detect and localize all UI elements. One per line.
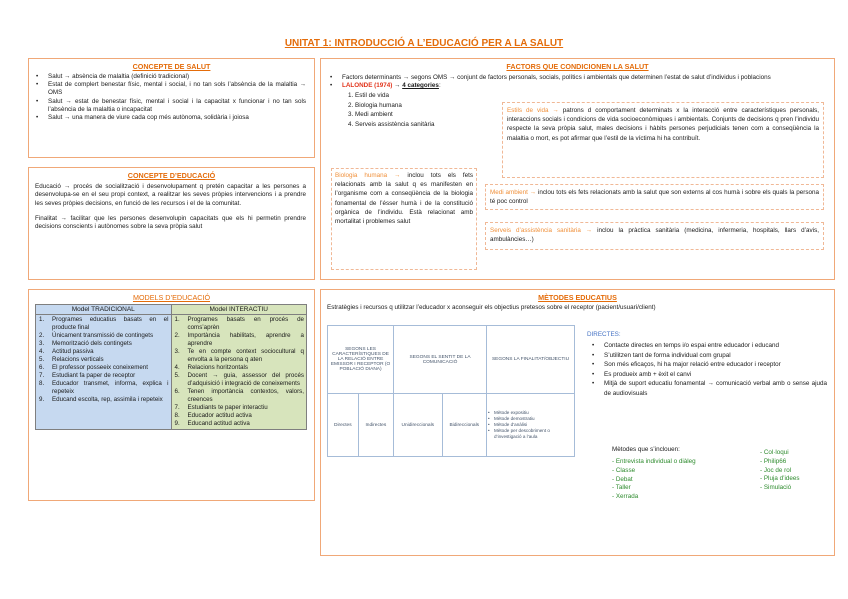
biologia-humana-box: [331, 168, 477, 270]
list-item: 7. Estudiant fa paper de receptor: [39, 372, 136, 379]
list-item: 5. Docent → guia, assessor del procés d’adquisició i integració de coneixements: [174, 372, 304, 387]
medi-ambient-text: inclou tots els fets relacionats amb la salut que son externs al cos humà i sobre els quals la persona té poc control: [490, 189, 819, 206]
table-header-finalitat: SEGONS LA FINALITAT/OBJECTIU: [487, 326, 575, 394]
medi-ambient-title: Medi ambient →: [490, 189, 537, 196]
medi-ambient-box: [485, 184, 824, 210]
list-item: • Mètode d’anàlisi: [488, 422, 573, 428]
metodes-intro: Estratègies i recursos q utilitzar l’educador x aconseguir els objectius pretesos sobre el receptor (pacient/usuari/client): [327, 304, 656, 311]
concepte-salut-list: [33, 73, 306, 122]
metodes-heading: MÈTODES EDUCATIUS: [538, 293, 617, 302]
lalonde-item: [327, 82, 828, 90]
table-header-sentit: SEGONS EL SENTIT DE LA COMUNICACIÓ: [394, 326, 487, 394]
lalonde-arrow: →: [392, 82, 403, 90]
interactiu-list: [174, 316, 305, 428]
lalonde-colon: :: [438, 82, 441, 90]
list-item: • Contacte directes en temps i/o espai entre educador i educand: [589, 341, 827, 351]
list-item: 2. Únicament transmissió de contingets: [39, 332, 154, 339]
list-item: • Son més eficaços, hi ha major relació entre educador i receptor: [589, 360, 827, 370]
page-title: UNITAT 1: INTRODUCCIÓ A L’EDUCACIÓ PER A LA SALUT: [284, 38, 564, 49]
list-item: 1. Programes educatius basats en el producte final: [39, 316, 169, 331]
educacio-finalitat: Finalitat → facilitar que les persones desenvolupin capacitats que els hi permetin prendre decisions conscients i autònomes sobre la seva pròpia salut: [35, 214, 306, 231]
list-item: 2. Importància habilitats, aprendre a aprendre: [174, 332, 304, 347]
list-item: 3. Te en compte context sociocultural q envolta a la persona q aten: [174, 348, 304, 363]
list-item: • Mètode per descobriment o d’investigació a l’aula: [488, 428, 573, 440]
concepte-salut-box: [28, 58, 315, 158]
list-item: - Pluja d’idees: [760, 475, 800, 483]
list-item: 2. Biologia humana: [348, 101, 402, 109]
lalonde-categories: 4 categories: [402, 82, 439, 90]
factors-heading: FACTORS QUE CONDICIONEN LA SALUT: [506, 62, 649, 71]
lalonde-label: LALONDE (1974): [342, 82, 393, 90]
list-item: 4. Serveis assistència sanitària: [348, 120, 435, 128]
col-header-tradicional: Model TRADICIONAL: [36, 305, 172, 315]
serveis-assistencia-title: Serveis d’assistència sanitària →: [490, 227, 593, 234]
list-item: - Xerrada: [612, 493, 639, 501]
metodes-table: [327, 325, 575, 457]
list-item: 1. Estil de vida: [348, 92, 389, 100]
list-item: • Salut → una manera de viure cada cop més autònoma, solidària i joiosa: [33, 114, 306, 122]
list-item: 8. Educador actitud activa: [174, 412, 252, 419]
list-item: - Philip66: [760, 457, 787, 465]
list-item: 6. El professor posseeix coneixement: [39, 364, 148, 371]
list-item: 7. Estudiants te paper interactiu: [174, 404, 268, 411]
directes-list: [589, 341, 827, 398]
models-heading: MODELS D’EDUCACIÓ: [132, 293, 211, 302]
tradicional-list: [38, 316, 169, 404]
concepte-educacio-box: [28, 167, 315, 280]
list-item: 5. Relacions verticals: [39, 356, 104, 363]
list-item: 3. Medi ambient: [348, 111, 393, 119]
list-item: • Estat de complert benestar físic, mental i social, i no tan sols l’absència de la malaltia → OMS: [33, 81, 306, 97]
serveis-assistencia-box: [485, 222, 824, 250]
list-item: - Entrevista individual o diàleg: [612, 458, 696, 465]
col-header-interactiu: Model INTERACTIU: [171, 305, 307, 315]
list-item: - Joc de rol: [760, 466, 792, 474]
list-item: - Col·loqui: [760, 449, 789, 456]
list-item: 9. Educand escolta, rep, assimila i repeteix: [39, 396, 163, 403]
models-box: [28, 289, 315, 501]
concepte-salut-heading: CONCEPTE DE SALUT: [132, 62, 211, 71]
table-header-relacio: SEGONS LES CARACTERÍSTIQUES DE LA RELACIÓ ENTRE EMISSOR I RECEPTOR (O POBLACIÓ DIANA): [328, 326, 394, 394]
list-item: • S’utilitzen tant de forma individual com grupal: [589, 351, 827, 361]
list-item: 9. Educand actitud activa: [174, 420, 250, 427]
list-item: • Es produeix amb + èxit el canvi: [589, 370, 827, 380]
metodes-right-list: [760, 449, 800, 493]
directes-label: DIRECTES:: [587, 331, 621, 338]
list-item: • Mitjà de suport educatiu fonamental → comunicació verbal amb o sense ajuda de audiovisuals: [589, 379, 827, 398]
list-item: • Salut → absència de malaltia (definició tradicional): [33, 73, 306, 81]
educacio-definition: Educació → procés de socialització i desenvolupament q pretén capacitar a les persones a desenvolupa-se en el seu propi context, a realitzar les seves pròpies intervencions i a prendre les seves pròpies decisions, en funció de les recursos i el de la comunitat.: [35, 183, 306, 207]
estils-de-vida-box: [502, 102, 824, 178]
list-item: 6. Tenen importància contextos, valors, creences: [174, 388, 304, 403]
factors-intro: • Factors determinants → segons OMS → conjunt de factors personals, socials, polítics i ambientals que determinen l’estat de salut d’individus i poblacions: [327, 74, 828, 82]
metodes-left-list: [612, 458, 696, 502]
biologia-humana-text: inclou tots els fets relacionats amb la salut q es manifesten en l’organisme com a conseqüència de la biologia fonamental de l’ésser humà i de la constitució orgànica de l’individu. Està relacionat amb mortalitat i problemes salut: [335, 172, 473, 226]
list-item: • Mètode expositiu: [488, 410, 573, 416]
list-item: 3. Memorització dels contingets: [39, 340, 132, 347]
biologia-humana-title: Biologia humana →: [335, 172, 401, 179]
list-item: • Salut → estat de benestar físic, mental i social i la capacitat x funcionar i no tan sols l’absència de la malaltia o incapacitat: [33, 98, 306, 114]
metodes-inclouen-label: Mètodes que s’inclouen:: [612, 446, 680, 453]
metodes-finalitat-list: [488, 410, 573, 440]
list-item: 8. Educador transmet, informa, explica i repeteix: [39, 380, 169, 395]
factors-list: [327, 74, 828, 90]
list-item: - Taller: [612, 484, 631, 492]
list-item: - Debat: [612, 475, 633, 483]
list-item: 4. Actitud passiva: [39, 348, 94, 355]
list-item: 4. Relacions horitzontals: [174, 364, 249, 371]
table-cell-bidireccionals: Bidireccionals: [442, 394, 486, 457]
list-item: 1. Programes basats en procés de coms’aprèn: [174, 316, 304, 331]
estils-de-vida-title: Estils de vida →: [507, 107, 559, 114]
list-item: - Classe: [612, 466, 636, 474]
table-cell-unidireccionals: Unidireccionals: [394, 394, 442, 457]
table-cell-directes: Directes: [328, 394, 359, 457]
serveis-assistencia-text: inclou la pràctica sanitària (medicina, infermeria, hospitals, llars d’avis, ambulàncies…): [490, 227, 819, 244]
table-cell-indirectes: Indirectes: [358, 394, 393, 457]
models-table: [35, 304, 307, 430]
list-item: - Simulació: [760, 484, 792, 492]
concepte-educacio-heading: CONCEPTE D’EDUCACIÓ: [127, 171, 216, 180]
list-item: • Mètode demostratiu: [488, 416, 573, 422]
estils-de-vida-text: patrons d comportament determinats x la interacció entre característiques personals, interaccions socials i condicions de vida socioeconòmiques i ambientals. Conjunts de decisions q pren l’individu respecte la seva pròpia salut, males decisions i hàbits persones perjudicials tenen com a conseqüència la malaltia o mort, es pot afirmar que l’estil de la víctima hi ha contribuït.: [507, 107, 819, 142]
